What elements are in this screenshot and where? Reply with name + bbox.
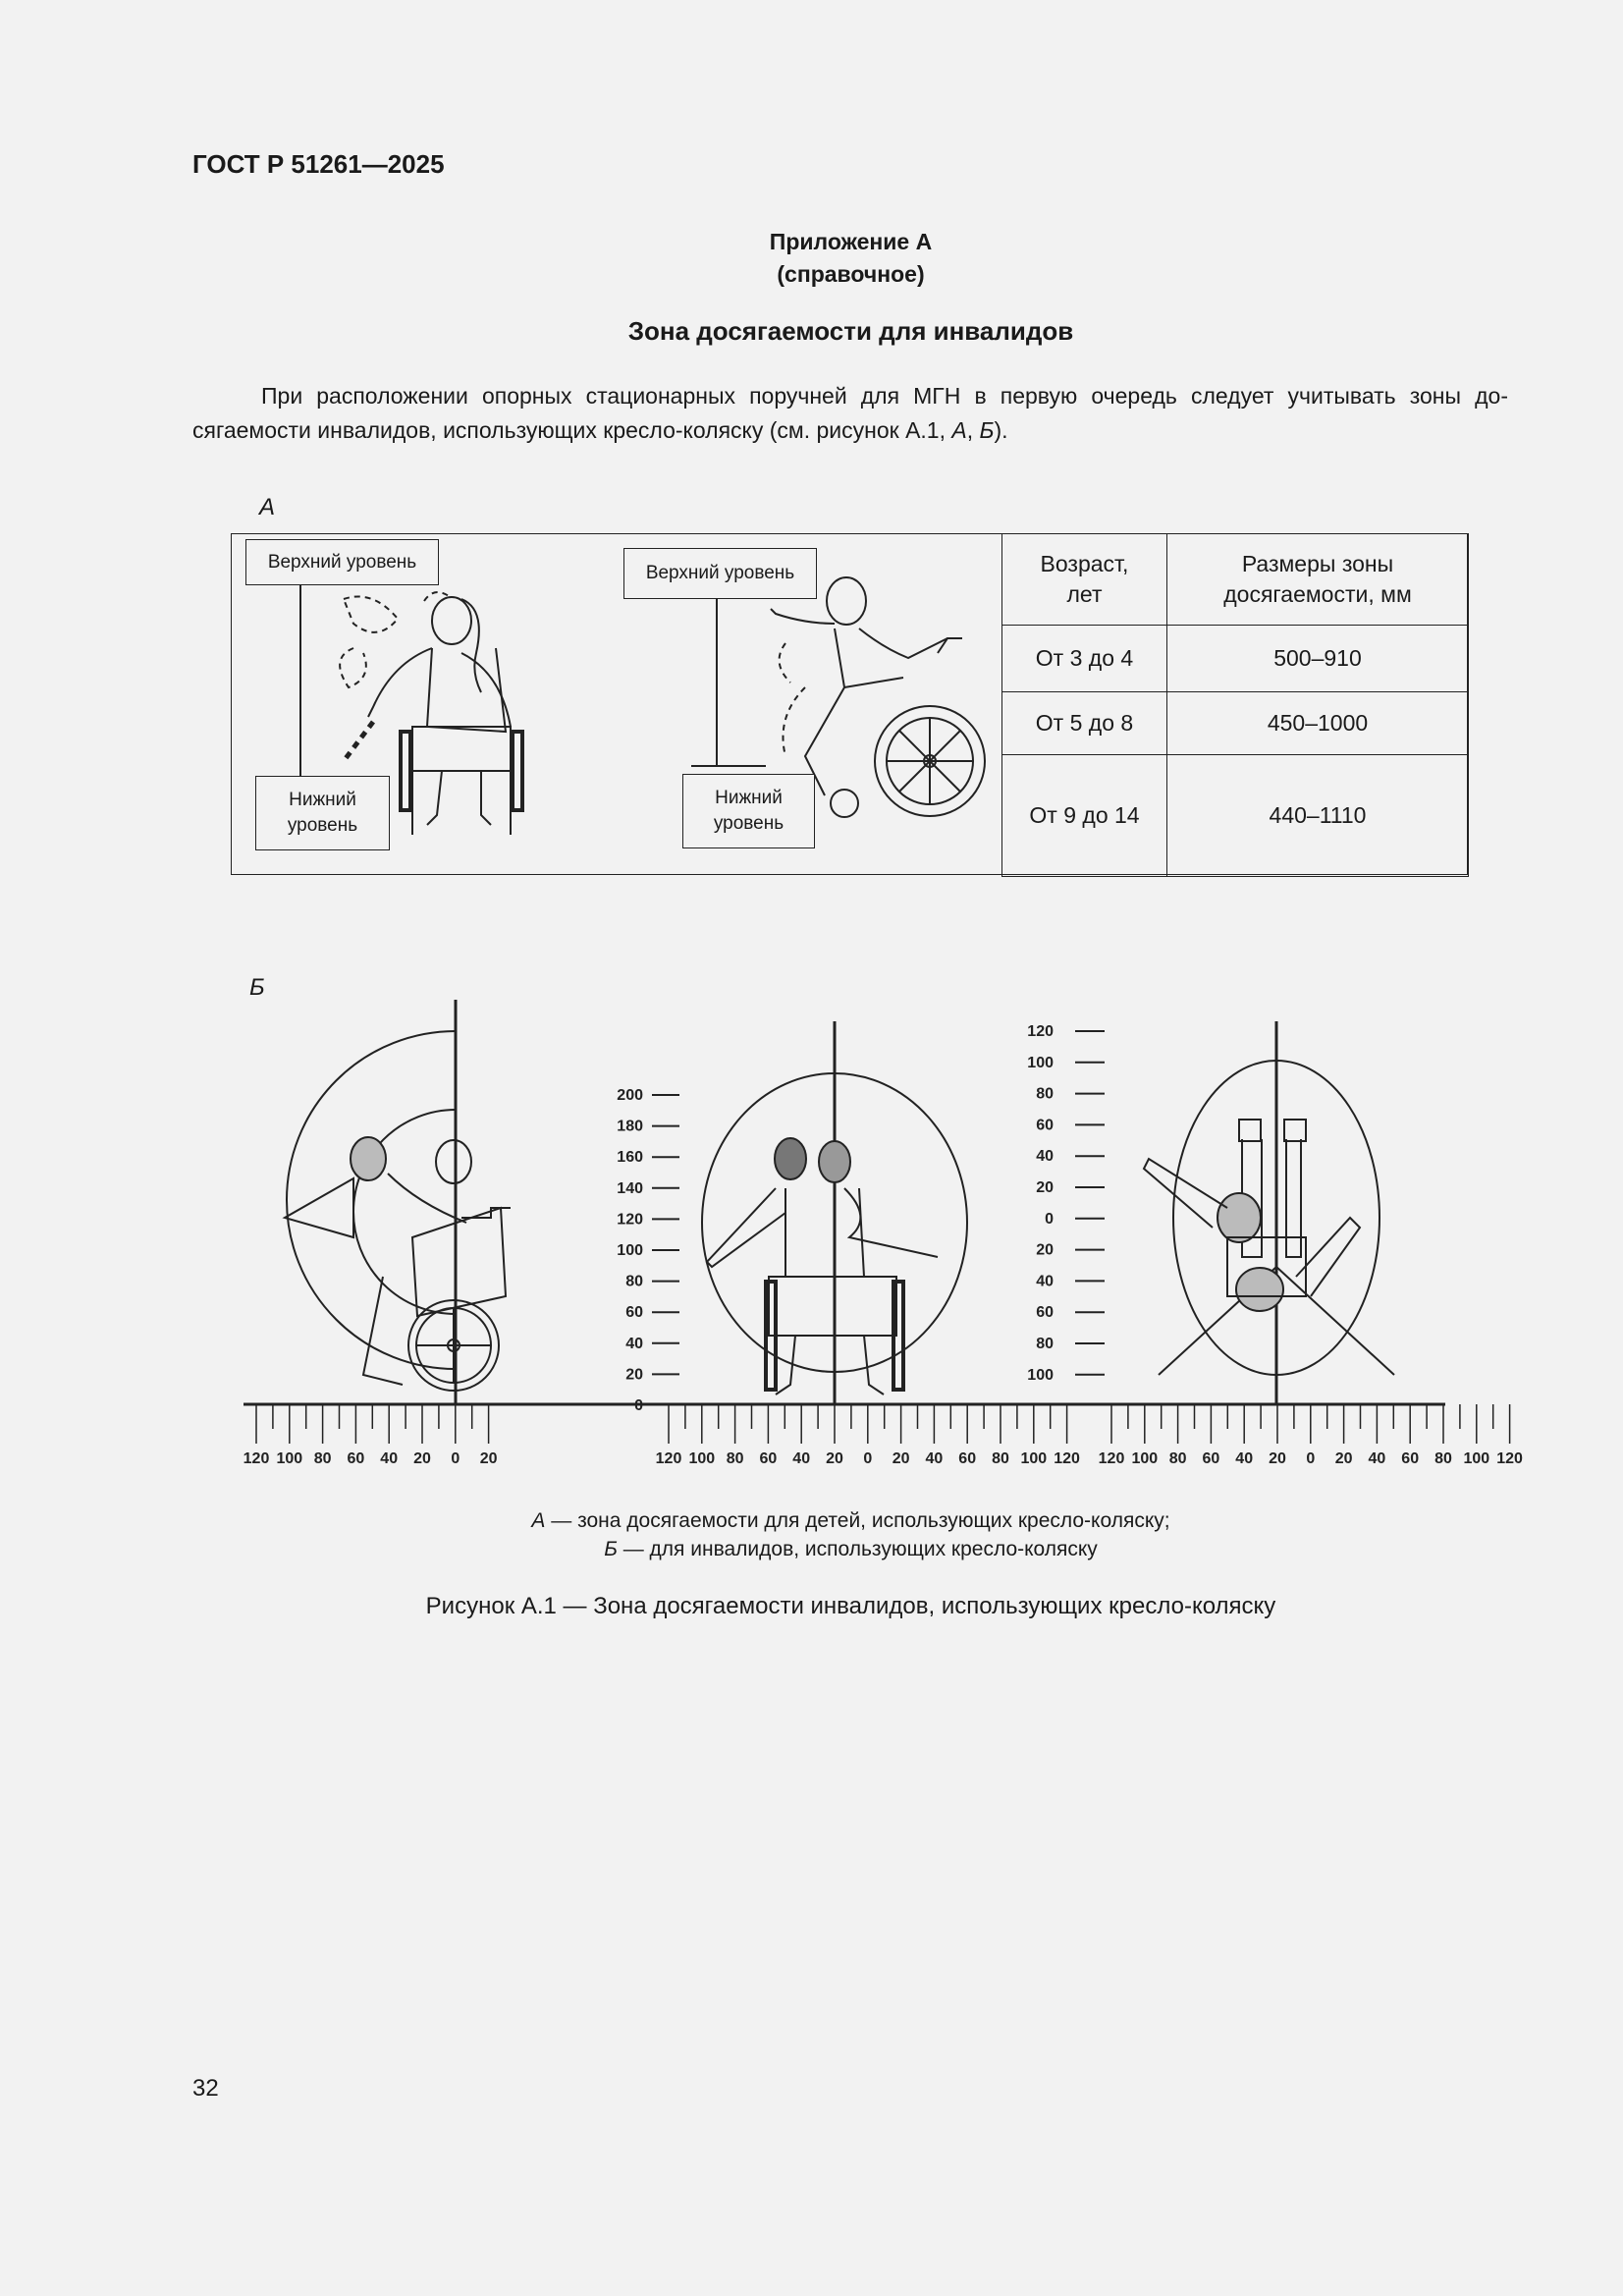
- document-code: ГОСТ Р 51261—2025: [192, 149, 445, 179]
- middle-ground-tick-label: 40: [792, 1450, 811, 1467]
- middle-vertical-tick-label: 100: [617, 1242, 643, 1259]
- right-ground-tick-label: 100: [1463, 1450, 1490, 1467]
- right-vertical-tick-label: 100: [1027, 1054, 1054, 1071]
- middle-vertical-tick-label: 200: [617, 1087, 643, 1104]
- left-ground-tick-label: 60: [347, 1450, 365, 1467]
- middle-ground-tick-label: 20: [826, 1450, 843, 1467]
- right-vertical-tick-label: 120: [1027, 1023, 1054, 1040]
- middle-vertical-tick-label: 180: [617, 1118, 643, 1135]
- middle-ground-tick-label: 60: [958, 1450, 977, 1467]
- right-vertical-tick-label: 80: [1036, 1336, 1054, 1352]
- middle-ground-tick-label: 120: [655, 1450, 682, 1467]
- right-ground-tick-label: 40: [1368, 1450, 1386, 1467]
- section-heading: Зона досягаемости для инвалидов: [627, 316, 1074, 346]
- middle-vertical-tick-label: 40: [625, 1335, 643, 1352]
- annex-title: Приложение А: [769, 229, 933, 254]
- size-cell: 450–1000: [1167, 692, 1469, 755]
- right-ground-tick-label: 40: [1235, 1450, 1254, 1467]
- middle-ground-tick-label: 100: [688, 1450, 716, 1467]
- middle-ground-tick-label: 0: [863, 1450, 873, 1467]
- middle-ground-tick-label: 100: [1020, 1450, 1048, 1467]
- figure-ref-b: Б: [979, 417, 995, 443]
- right-ground-tick-label: 20: [1334, 1450, 1353, 1467]
- left-ground-tick-label: 20: [479, 1450, 498, 1467]
- note-b: [0, 1535, 1623, 1563]
- right-ground-tick-label: 0: [1306, 1450, 1316, 1467]
- paragraph-end: ).: [994, 417, 1008, 443]
- upper-level-label-right: Верхний уровень: [623, 548, 817, 599]
- right-ground-tick-label: 120: [1496, 1450, 1523, 1467]
- right-vertical-tick-label: 60: [1036, 1117, 1054, 1134]
- annex-kind: (справочное): [777, 261, 925, 287]
- middle-vertical-tick-label: 160: [617, 1149, 643, 1167]
- size-cell: 440–1110: [1167, 755, 1469, 877]
- left-ground-tick-label: 20: [413, 1450, 431, 1467]
- left-ground-tick-label: 100: [276, 1450, 303, 1467]
- note-a-letter: А: [531, 1509, 546, 1532]
- right-ground-tick-label: 60: [1202, 1450, 1220, 1467]
- middle-ground-tick-label: 80: [992, 1450, 1009, 1467]
- right-ground-tick-label: 60: [1401, 1450, 1420, 1467]
- right-ground-tick-label: 80: [1168, 1450, 1187, 1467]
- size-cell: 500–910: [1167, 626, 1469, 692]
- lower-label-line2: уровень: [713, 813, 784, 834]
- middle-ground-tick-label: 80: [726, 1450, 744, 1467]
- middle-vertical-tick-label: 120: [617, 1211, 643, 1229]
- middle-ground-tick-label: 40: [925, 1450, 944, 1467]
- right-vertical-tick-label: 40: [1036, 1148, 1054, 1166]
- note-a-text: — зона досягаемости для детей, использующих кресло-коляску;: [545, 1509, 1170, 1532]
- middle-ground-tick-label: 60: [759, 1450, 778, 1467]
- left-ground-tick-label: 80: [313, 1450, 332, 1467]
- figure-notes: [0, 1506, 1623, 1563]
- lower-label-line1: Нижний: [715, 788, 783, 808]
- lower-label-line2: уровень: [287, 815, 358, 836]
- paragraph-text: При расположении опорных стационарных поручней для МГН в первую очередь следует учитывать зоны до-сягаемости инвалидов, использующих кресло-коляску (см. рисунок А.1,: [192, 383, 1508, 443]
- middle-vertical-tick-label: 0: [634, 1397, 643, 1414]
- note-a: [0, 1506, 1623, 1535]
- note-b-letter: Б: [604, 1538, 618, 1560]
- right-vertical-tick-label: 0: [1045, 1210, 1054, 1228]
- size-column-header: Размеры зоны досягаемости, мм: [1167, 534, 1469, 626]
- age-cell: От 9 до 14: [1002, 755, 1167, 877]
- upper-level-label-left: Верхний уровень: [245, 539, 439, 585]
- right-ground-tick-label: 80: [1434, 1450, 1452, 1467]
- right-vertical-tick-label: 60: [1036, 1304, 1054, 1322]
- ref-separator: ,: [966, 417, 980, 443]
- left-ground-tick-label: 0: [451, 1450, 460, 1467]
- left-ground-tick-label: 120: [243, 1450, 270, 1467]
- age-cell: От 5 до 8: [1002, 692, 1167, 755]
- panel-b-letter: Б: [249, 974, 265, 1001]
- right-ground-tick-label: 100: [1131, 1450, 1159, 1467]
- middle-ground-tick-label: 20: [892, 1450, 910, 1467]
- right-vertical-tick-label: 20: [1036, 1179, 1054, 1196]
- age-cell: От 3 до 4: [1002, 626, 1167, 692]
- middle-vertical-tick-label: 80: [625, 1273, 643, 1290]
- middle-ground-tick-label: 120: [1054, 1450, 1080, 1467]
- right-ground-tick-label: 120: [1098, 1450, 1125, 1467]
- note-b-text: — для инвалидов, использующих кресло-коляску: [617, 1538, 1098, 1560]
- middle-vertical-tick-label: 20: [625, 1366, 643, 1384]
- left-ground-tick-label: 40: [380, 1450, 399, 1467]
- right-vertical-tick-label: 40: [1036, 1273, 1054, 1290]
- middle-vertical-tick-label: 140: [617, 1179, 643, 1197]
- lower-label-line1: Нижний: [289, 790, 356, 810]
- right-vertical-tick-label: 100: [1027, 1366, 1054, 1384]
- figure-caption: Рисунок А.1 — Зона досягаемости инвалидов, использующих кресло-коляску: [425, 1593, 1276, 1619]
- middle-vertical-tick-label: 60: [625, 1304, 643, 1322]
- right-vertical-tick-label: 20: [1036, 1241, 1054, 1259]
- figure-ref-a: А: [951, 417, 967, 443]
- panel-a-letter: А: [259, 494, 276, 520]
- right-ground-tick-label: 20: [1269, 1450, 1286, 1467]
- right-vertical-tick-label: 80: [1036, 1085, 1054, 1103]
- page-number: 32: [192, 2075, 219, 2102]
- age-column-header: Возраст, лет: [1002, 534, 1167, 626]
